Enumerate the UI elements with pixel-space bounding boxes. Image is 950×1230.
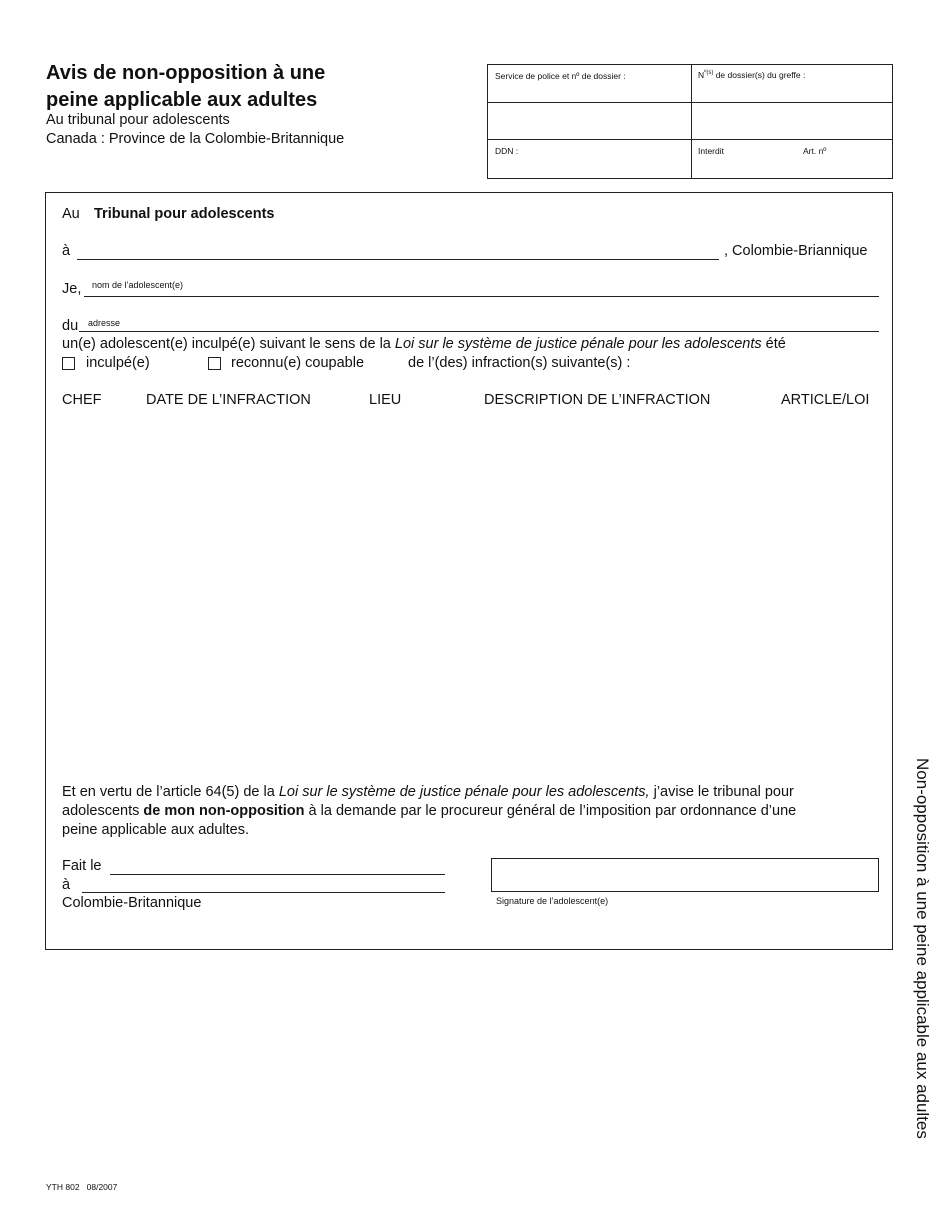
date-field[interactable] xyxy=(110,874,445,875)
form-box xyxy=(45,192,893,950)
location-field[interactable] xyxy=(77,259,719,260)
checkbox-charged[interactable] xyxy=(62,357,75,370)
signature-box[interactable] xyxy=(491,858,879,892)
para-act: Loi sur le système de justice pénale pour les adolescents, xyxy=(278,784,650,800)
declaration-line-2 xyxy=(62,802,862,821)
title-line-1: Avis de non-opposition à une xyxy=(46,62,326,84)
statement-act: Loi sur le système de justice pénale pour les adolescents xyxy=(394,336,762,352)
place-field[interactable] xyxy=(82,892,445,893)
name-hint: nom de l’adolescent(e) xyxy=(92,280,184,290)
statement-text xyxy=(62,336,786,352)
checkbox-guilty-label: reconnu(e) coupable xyxy=(231,355,365,371)
subtitle-province: Canada : Province de la Colombie-Britannique xyxy=(46,131,345,147)
police-file-label: Service de police et nº de dossier : xyxy=(495,71,626,81)
column-header-description: DESCRIPTION DE L’INFRACTION xyxy=(484,392,711,408)
registry-file-label xyxy=(698,70,805,80)
je-label: Je, xyxy=(62,281,82,297)
a2-label: à xyxy=(62,877,71,893)
statement-end: été xyxy=(761,336,786,352)
file-info-table xyxy=(487,64,893,179)
province-suffix: , Colombie-Briannique xyxy=(724,243,868,259)
name-field[interactable] xyxy=(84,296,879,297)
column-header-lieu: LIEU xyxy=(369,392,402,408)
para-start: Et en vertu de l’article 64(5) de la xyxy=(62,784,279,800)
a-label: à xyxy=(62,243,71,259)
title-line-2: peine applicable aux adultes xyxy=(46,89,318,111)
au-label: Au xyxy=(62,206,80,222)
column-header-date: DATE DE L’INFRACTION xyxy=(146,392,311,408)
declaration-paragraph xyxy=(62,783,862,840)
para-end: peine applicable aux adultes. xyxy=(62,822,250,838)
registry-sup: º(s) xyxy=(704,70,714,77)
art-label: Art. nº xyxy=(803,146,827,156)
registry-prefix: N xyxy=(698,70,705,80)
table-divider xyxy=(488,102,892,103)
offences-entry-area[interactable] xyxy=(62,411,877,771)
interdit-label: Interdit xyxy=(698,146,724,156)
declaration-line-1 xyxy=(62,783,862,802)
du-label: du xyxy=(62,318,79,334)
subtitle-court: Au tribunal pour adolescents xyxy=(46,112,230,128)
address-field[interactable] xyxy=(79,331,879,332)
para-mid1: j’avise le tribunal pour xyxy=(649,784,794,800)
signature-label: Signature de l’adolescent(e) xyxy=(496,896,609,906)
table-divider xyxy=(691,65,692,178)
page-title xyxy=(46,60,446,114)
registry-label-text: de dossier(s) du greffe : xyxy=(713,70,806,80)
para-mid2: adolescents xyxy=(62,803,144,819)
address-hint: adresse xyxy=(88,318,121,328)
fait-le-label: Fait le xyxy=(62,858,102,874)
ddn-label: DDN : xyxy=(495,146,519,156)
form-code: YTH 802 08/2007 xyxy=(46,1182,118,1192)
para-bold: de mon non-opposition xyxy=(143,803,305,819)
column-header-article: ARTICLE/LOI xyxy=(781,392,870,408)
statement-start: un(e) adolescent(e) inculpé(e) suivant le sens de la xyxy=(62,336,395,352)
offences-label: de l’(des) infraction(s) suivante(s) : xyxy=(408,355,631,371)
checkbox-charged-label: inculpé(e) xyxy=(86,355,150,371)
column-header-chef: CHEF xyxy=(62,392,102,408)
para-mid3: à la demande par le procureur général de l’imposition par ordonnance d’une xyxy=(304,803,797,819)
table-divider xyxy=(488,139,892,140)
side-title: Non-opposition à une peine applicable aux adultes xyxy=(913,758,932,1139)
colombie-britannique-label: Colombie-Britannique xyxy=(62,895,202,911)
tribunal-name: Tribunal pour adolescents xyxy=(94,206,275,222)
checkbox-guilty[interactable] xyxy=(208,357,221,370)
